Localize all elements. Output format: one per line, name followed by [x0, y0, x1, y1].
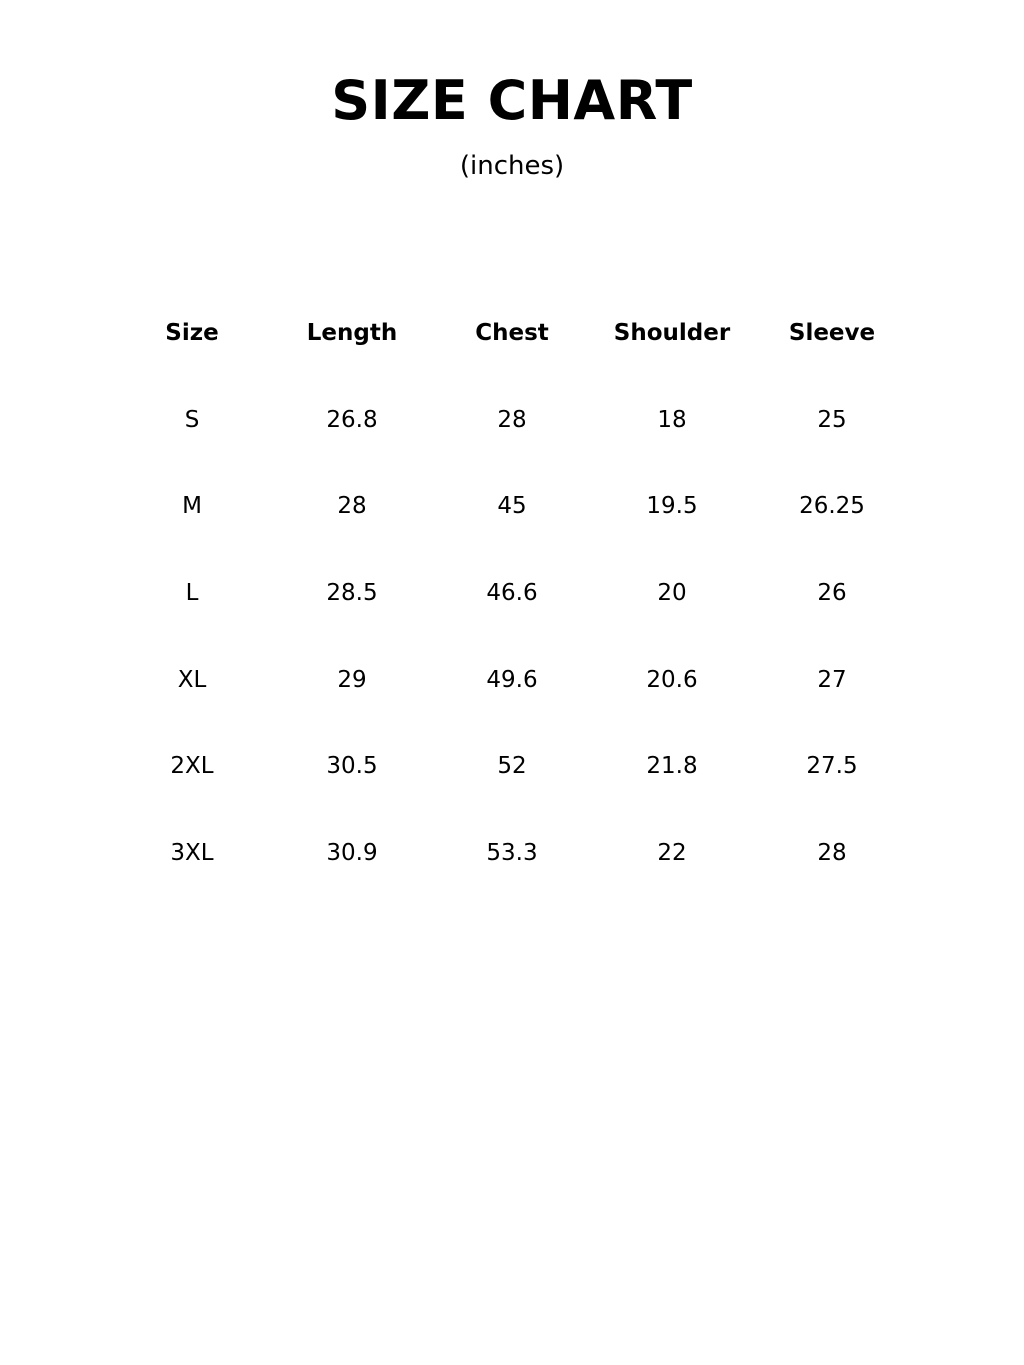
header-cell-chest: Chest: [475, 320, 549, 347]
cell-length: 28: [337, 493, 367, 520]
cell-shoulder: 20.6: [646, 666, 698, 693]
cell-length: 26.8: [326, 406, 378, 433]
cell-sleeve: 27.5: [806, 753, 858, 780]
cell-length: 28.5: [326, 580, 378, 607]
cell-length: 30.9: [326, 839, 378, 866]
cell-chest: 49.6: [486, 666, 538, 693]
cell-size: XL: [177, 666, 207, 693]
table-header-row: [112, 290, 912, 377]
cell-sleeve: 27: [817, 666, 847, 693]
header-cell-size: Size: [165, 320, 219, 347]
cell-chest: 52: [497, 753, 527, 780]
cell-sleeve: 26.25: [799, 493, 865, 520]
page-title: SIZE CHART: [331, 69, 693, 132]
header-cell-sleeve: Sleeve: [788, 320, 876, 347]
cell-chest: 28: [497, 406, 527, 433]
cell-size: L: [185, 580, 199, 607]
table-row: [112, 810, 912, 897]
cell-chest: 46.6: [486, 580, 538, 607]
unit-subtitle: (inches): [459, 151, 565, 181]
size-table: [112, 290, 912, 896]
cell-shoulder: 19.5: [646, 493, 698, 520]
cell-sleeve: 28: [817, 839, 847, 866]
cell-shoulder: 20: [657, 580, 687, 607]
table-row: [112, 463, 912, 550]
header-cell-length: Length: [306, 320, 398, 347]
cell-shoulder: 18: [657, 406, 687, 433]
cell-shoulder: 22: [657, 839, 687, 866]
table-row: [112, 550, 912, 637]
cell-size: M: [182, 493, 202, 520]
cell-size: S: [184, 406, 200, 433]
header-cell-shoulder: Shoulder: [613, 320, 731, 347]
cell-shoulder: 21.8: [646, 753, 698, 780]
cell-chest: 53.3: [486, 839, 538, 866]
table-row: [112, 377, 912, 464]
cell-length: 30.5: [326, 753, 378, 780]
cell-length: 29: [337, 666, 367, 693]
cell-size: 2XL: [170, 753, 214, 780]
cell-size: 3XL: [170, 839, 214, 866]
table-row: [112, 723, 912, 810]
table-row: [112, 636, 912, 723]
cell-sleeve: 25: [817, 406, 847, 433]
cell-sleeve: 26: [817, 580, 847, 607]
cell-chest: 45: [497, 493, 527, 520]
